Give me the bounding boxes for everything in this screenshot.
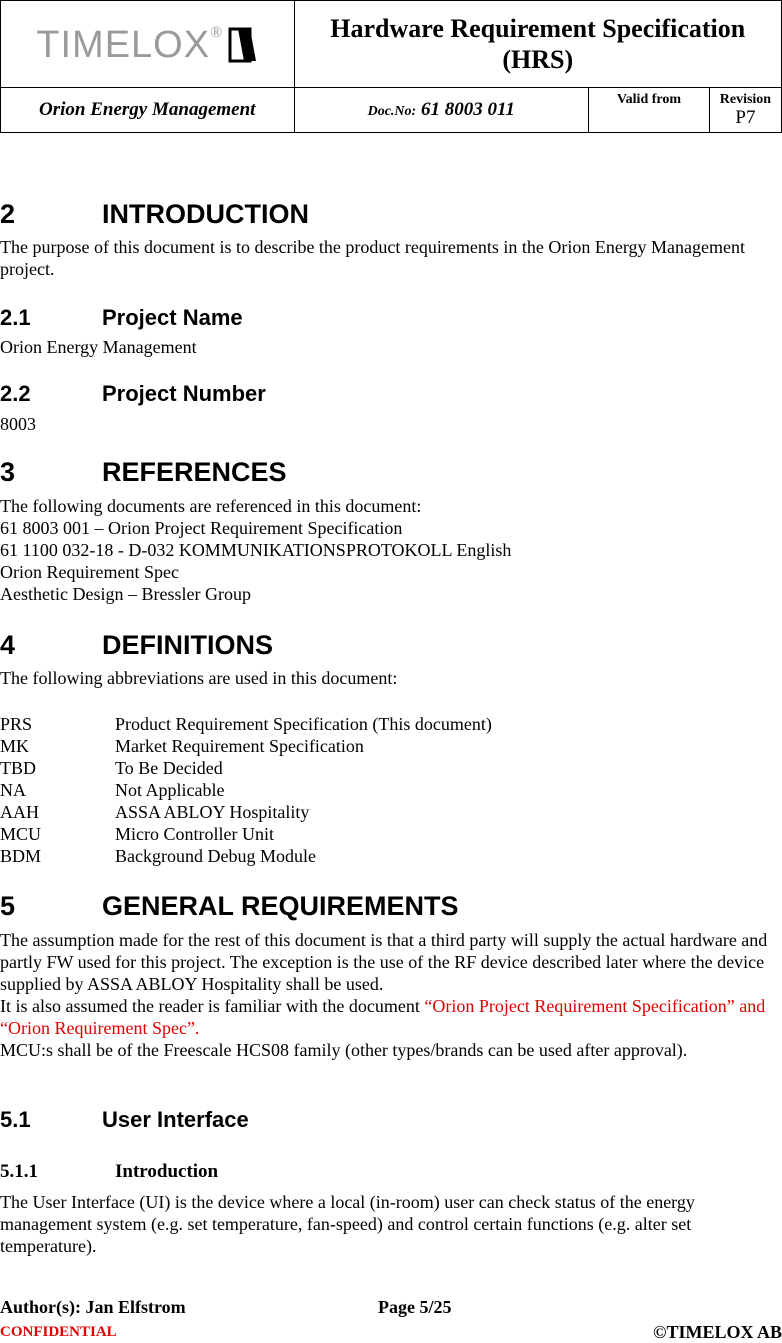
valid-from-label: Valid from — [589, 88, 710, 133]
reference-line: Orion Requirement Spec — [0, 562, 179, 582]
revision-value: P7 — [735, 107, 756, 128]
door-icon — [228, 27, 258, 63]
list-item: TBD To Be Decided — [0, 758, 223, 778]
abbreviation-list — [0, 713, 492, 867]
list-item: BDM Background Debug Module — [0, 846, 316, 866]
doc-number-cell — [294, 88, 589, 133]
logo-text: TIMELOX — [36, 23, 211, 66]
reference-line: Aesthetic Design – Bressler Group — [0, 584, 251, 604]
project-name-text: Orion Energy Management — [0, 337, 197, 357]
document-header — [0, 0, 782, 133]
list-item: NA Not Applicable — [0, 780, 225, 800]
page-number: Page 5/25 — [378, 1297, 452, 1317]
revision-label: Revision — [719, 92, 772, 107]
document-title: Hardware Requirement Specification (HRS) — [294, 1, 782, 88]
list-item: MCU Micro Controller Unit — [0, 824, 274, 844]
reference-line: The following documents are referenced in this document: — [0, 496, 422, 516]
heading-5: 5 GENERAL REQUIREMENTS — [0, 891, 459, 921]
doc-label: Doc.No: — [367, 104, 417, 119]
list-item: PRS Product Requirement Specification (This document) — [0, 714, 492, 734]
intro-text: The purpose of this document is to describe the product requirements in the Orion Energy Management project. — [0, 237, 745, 279]
author-line: Author(s): Jan Elfstrom — [0, 1297, 186, 1317]
reference-line: 61 8003 001 – Orion Project Requirement Specification — [0, 518, 403, 538]
confidential-label: CONFIDENTIAL — [0, 1324, 117, 1340]
project-number-text: 8003 — [0, 414, 36, 434]
doc-number: 61 8003 011 — [420, 99, 515, 120]
ui-intro-text: The User Interface (UI) is the device where a local (in-room) user can check status of the energy management system (e.g. set temperature, fan-speed) and control certain functions (e.g. alter set temperature). — [0, 1192, 695, 1256]
heading-5-1-1: 5.1.1 Introduction — [0, 1161, 219, 1182]
list-item: MK Market Requirement Specification — [0, 736, 364, 756]
definitions-intro: The following abbreviations are used in this document: — [0, 668, 398, 688]
heading-3: 3 REFERENCES — [0, 457, 287, 487]
heading-4: 4 DEFINITIONS — [0, 630, 274, 660]
timelox-logo: TIMELOX ® — [36, 24, 258, 67]
org-name: Orion Energy Management — [1, 88, 295, 133]
heading-5-1: 5.1 User Interface — [0, 1107, 249, 1132]
heading-2-1: 2.1 Project Name — [0, 305, 243, 330]
copyright: ©TIMELOX AB — [653, 1322, 782, 1342]
references-list — [0, 495, 770, 605]
general-requirements-text: The assumption made for the rest of this document is that a third party will supply the actual hardware and partly FW used for this project. The exception is the use of the RF device described later where the device supplied by ASSA ABLOY Hospitality shall be used. It is also assumed the reader is familiar with the document “Orion Project Requirement Specification” and “Orion Requirement Spec”. MCU:s shall be of the Freescale HCS08 family (other types/brands can be used after approval). — [0, 930, 768, 1060]
heading-2: 2 INTRODUCTION — [0, 199, 309, 229]
reference-line: 61 1100 032-18 - D-032 KOMMUNIKATIONSPROTOKOLL English — [0, 540, 512, 560]
logo-cell — [1, 1, 295, 88]
document-reference: “Orion Project Requirement Specification” and “Orion Requirement Spec”. — [0, 996, 766, 1038]
revision-cell — [709, 88, 781, 133]
list-item: AAH ASSA ABLOY Hospitality — [0, 802, 310, 822]
heading-2-2: 2.2 Project Number — [0, 381, 266, 406]
